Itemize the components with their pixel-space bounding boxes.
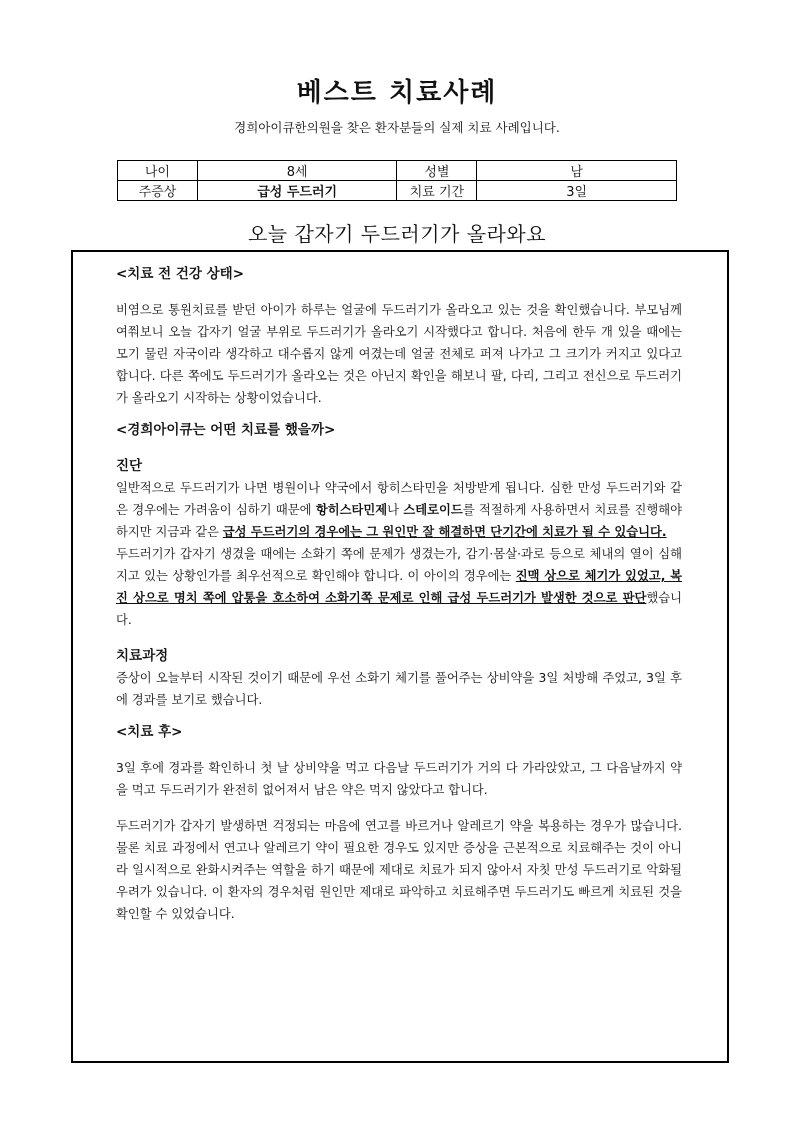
- section-heading-treatment: <경희아이큐는 어떤 치료를 했을까>: [116, 422, 336, 438]
- process-heading: 치료과정: [116, 648, 169, 664]
- text-span: 를 적절하게 사용하면서 치료를 진행해야 하지만 지금과 같은: [116, 503, 682, 539]
- underlined-emphasis: 급성 두드러기의 경우에는 그 원인만 잘 해결하면 단기간에 치료가 될 수 있습니다.: [222, 525, 667, 539]
- underlined-emphasis: 진맥 상으로 체기가 있었고, 복진 상으로 명치 쪽에 압통을 호소하여 소화기쪽 문제로 인해 급성 두드러기가 발생한 것으로 판단: [116, 569, 683, 605]
- age-label: 나이: [118, 161, 198, 181]
- after-paragraph-2: 두드러기가 갑자기 발생하면 걱정되는 마음에 연고를 바르거나 알레르기 약을 복용하는 경우가 많습니다. 물론 치료 과정에서 연고나 알레르기 약이 필요한 경우도 있지만 증상을 근본적으로 치료해주는 것이 아니라 일시적으로 완화시켜주는 역할을 하기 때문에 제대로 치료가 되지 않아서 자칫 만성 두드러기로 악화될 우려가 있습니다. 이 환자의 경우처럼 원인만 제대로 파악하고 치료해주면 두드러기도 빠르게 치료된 것을 확인할 수 있었습니다.: [116, 819, 682, 921]
- text-span: 두드러기가 갑자기 생겼을 때에는 소화기 쪽에 문제가 생겼는가, 감기·몸살·과로 등으로 체내의 열이 심해지고 있는 상황인가를 최우선적으로 확인해야 합니다. 이 아이의 경우에는: [116, 547, 682, 583]
- table-row: [118, 181, 677, 201]
- sex-value: 남: [477, 161, 677, 181]
- period-label: 치료 기간: [397, 181, 477, 201]
- diagnosis-paragraph-1: [116, 477, 682, 543]
- page-title: 베스트 치료사례: [296, 78, 498, 108]
- text-span: 나: [387, 503, 404, 517]
- section-heading-before: <치료 전 건강 상태>: [116, 266, 245, 282]
- diagnosis-heading: 진단: [116, 458, 143, 474]
- symptom-label: 주증상: [118, 181, 198, 201]
- before-paragraph: 비염으로 통원치료를 받던 아이가 하루는 얼굴에 두드러기가 올라오고 있는 것을 확인했습니다. 부모님께 여쭤보니 오늘 갑자기 얼굴 부위로 두드러기가 올라오기 시작했다고 합니다. 처음에 한두 개 있을 때에는 모기 물린 자국이라 생각하고 대수롭지 않게 여겼는데 얼굴 전체로 퍼져 나가고 그 크기가 커지고 있다고 합니다. 다른 쪽에도 두드러기가 올라오는 것은 아닌지 확인을 해보니 팔, 다리, 그리고 전신으로 두드러기가 올라오기 시작하는 상황이었습니다.: [116, 303, 682, 405]
- patient-info-table: [117, 160, 677, 201]
- page-subtitle: 경희아이큐한의원을 찾은 환자분들의 실제 치료 사례입니다.: [234, 120, 560, 135]
- age-value: 8세: [197, 161, 397, 181]
- process-paragraph: 증상이 오늘부터 시작된 것이기 때문에 우선 소화기 체기를 풀어주는 상비약을 3일 처방해 주었고, 3일 후에 경과를 보기로 했습니다.: [116, 671, 682, 707]
- sex-label: 성별: [397, 161, 477, 181]
- period-value: 3일: [477, 181, 677, 201]
- table-row: [118, 161, 677, 181]
- text-span: 했습니다.: [116, 591, 682, 627]
- text-span: 일반적으로 두드러기가 나면 병원이나 약국에서 항히스타민을 처방받게 됩니다. 심한 만성 두드러기와 같은 경우에는 가려움이 심하기 때문에: [116, 481, 682, 517]
- section-heading-after: <치료 후>: [116, 724, 183, 740]
- symptom-value: 급성 두드러기: [197, 181, 397, 201]
- bold-term-antihistamine: 항히스타민제: [315, 503, 388, 517]
- bold-term-steroid: 스테로이드: [403, 503, 463, 517]
- after-paragraph-1: 3일 후에 경과를 확인하니 첫 날 상비약을 먹고 다음날 두드러기가 거의 다 가라앉았고, 그 다음날까지 약을 먹고 두드러기가 완전히 없어져서 남은 약은 먹지 않았다고 합니다.: [116, 761, 682, 797]
- diagnosis-paragraph-2: [116, 543, 682, 631]
- case-content: [116, 263, 682, 925]
- case-headline: 오늘 갑자기 두드러기가 올라와요: [247, 222, 547, 246]
